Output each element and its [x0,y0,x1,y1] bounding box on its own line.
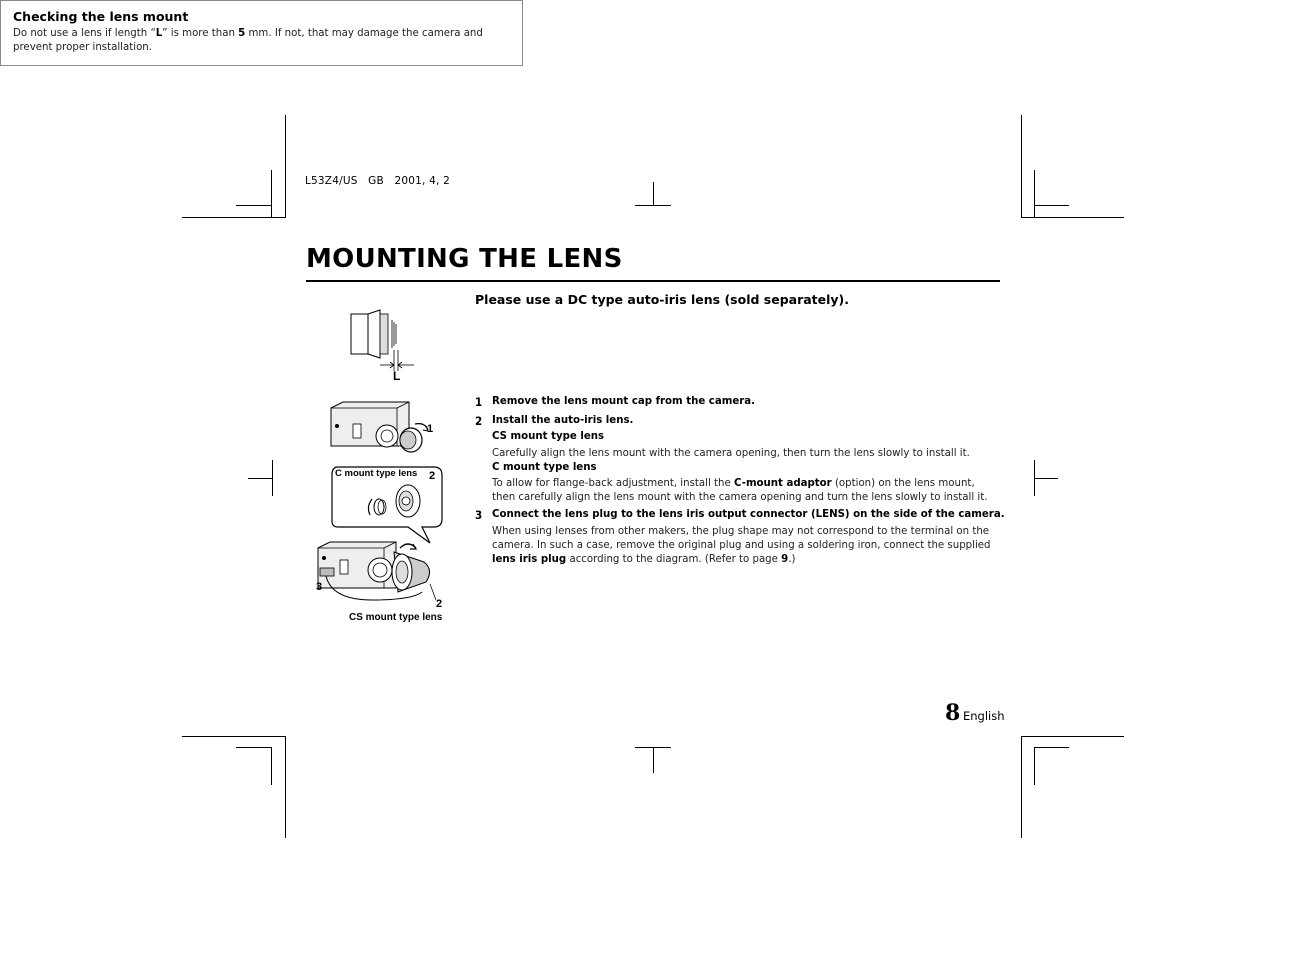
crop-mark [635,205,671,206]
step-number: 1 [475,395,483,409]
crop-mark [1034,747,1069,748]
crop-mark [182,736,285,737]
job-code: L53Z4/US GB 2001, 4, 2 [305,175,450,187]
crop-mark [1034,205,1069,206]
crop-mark [248,478,272,479]
c-mount-adaptor-term: C-mount adaptor [734,478,832,489]
notice-text: ” is more than [162,28,239,39]
page-reference: 9 [781,554,789,565]
crop-mark [271,170,272,218]
lens-iris-plug-term: lens iris plug [492,554,567,565]
step3-body [492,525,997,567]
crop-mark [653,747,654,773]
title-rule [306,280,1000,282]
body-text: according to the diagram. (Refer to page [566,554,782,565]
crop-mark [1034,170,1035,218]
notice-length-symbol: L [155,28,163,39]
crop-mark [1034,747,1035,785]
lens-length-diagram [340,306,430,386]
cs-mount-label: CS mount type lens [349,612,443,623]
notice-body [13,27,508,55]
notice-text: Do not use a lens if length “ [13,28,156,39]
c-mount-body [492,477,997,505]
callout-1: 1 [427,423,434,435]
body-text: .) [788,554,796,565]
cs-mount-body: Carefully align the lens mount with the camera opening, then turn the lens slowly to install it. [492,448,970,459]
crop-mark [1021,736,1124,737]
page-number: 8 [945,700,961,726]
crop-mark [272,460,273,496]
step-text: Install the auto-iris lens. [492,415,634,426]
callout-2b: 2 [436,598,443,610]
crop-mark [1021,115,1022,218]
body-text: To allow for flange-back adjustment, install the [492,478,734,489]
crop-mark [236,205,272,206]
step-text: Connect the lens plug to the lens iris output connector (LENS) on the side of the camera. [492,509,1005,520]
notice-title: Checking the lens mount [13,9,189,24]
step-text: Remove the lens mount cap from the camera. [492,396,755,407]
crop-mark [271,747,272,785]
page-title: MOUNTING THE LENS [306,244,623,274]
crop-mark [1021,217,1124,218]
camera-lens-install-illustration [312,538,442,613]
c-mount-heading: C mount type lens [492,462,597,473]
notice-length-value: 5 [238,28,246,39]
step-number: 3 [475,508,483,522]
step-number: 2 [475,414,483,428]
cs-mount-heading: CS mount type lens [492,431,605,442]
notice-text: mm. If not, that may damage the camera and prevent proper installation. [13,28,483,53]
page-language: English [963,709,1005,723]
crop-mark [236,747,272,748]
notice-box [0,0,523,66]
crop-mark [653,182,654,206]
callout-2a: 2 [429,470,436,482]
body-text: When using lenses from other makers, the plug shape may not correspond to the terminal on the camera. In such a case, remove the original plug and using a soldering iron, connect the supplied [492,526,991,551]
crop-mark [1021,736,1022,838]
crop-mark [285,736,286,838]
c-mount-label: C mount type lens [335,468,418,479]
body-text: (option) on the lens mount, then carefully align the lens mount with the camera opening and turn the lens slowly to install it. [492,478,988,503]
callout-3: 3 [316,581,323,593]
crop-mark [285,115,286,218]
intro-text: Please use a DC type auto-iris lens (sold separately). [475,292,850,307]
lens-length-label: L [393,369,401,383]
crop-mark [182,217,285,218]
crop-mark [1034,478,1058,479]
